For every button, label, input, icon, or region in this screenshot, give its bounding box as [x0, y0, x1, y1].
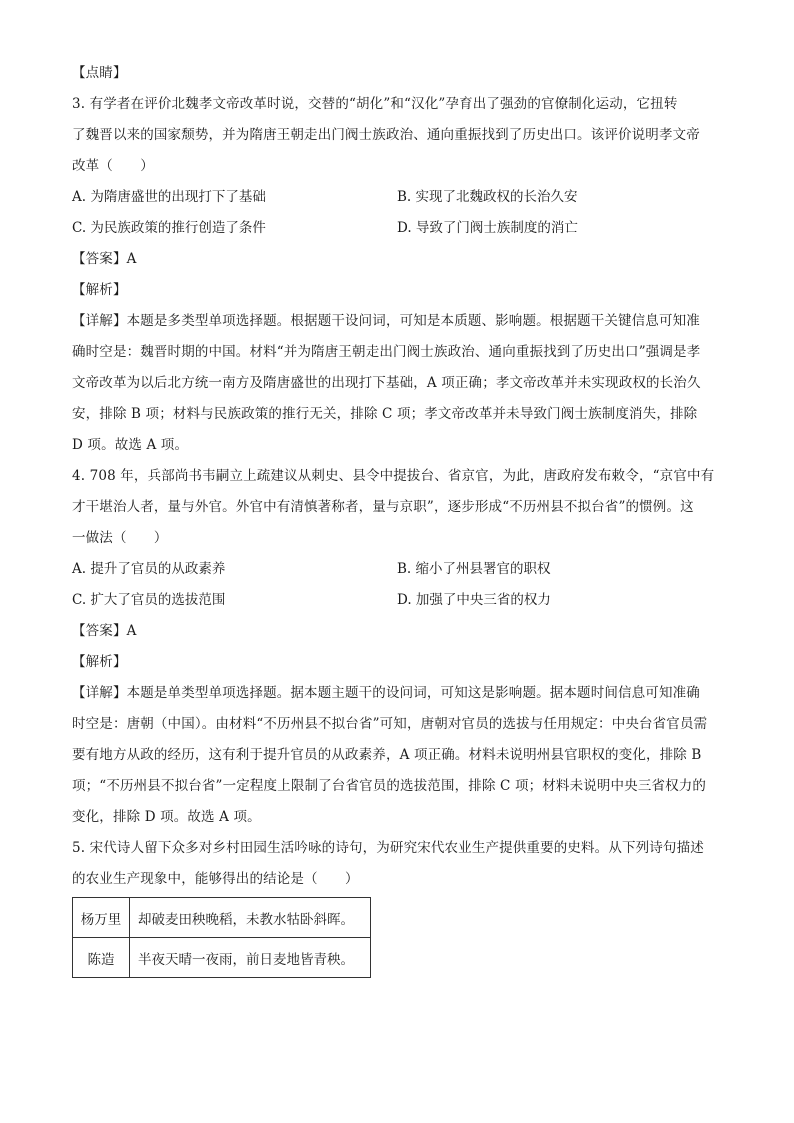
document-page — [72, 58, 724, 978]
poem-verse: 却破麦田秧晚稻，未教水牯卧斜晖。 — [130, 898, 371, 938]
q3-stem-line-3: 改革（ ） — [72, 158, 154, 174]
q3-detail-line-5: D 项。故选 A 项。 — [72, 437, 189, 453]
q4-detail-line-5: 变化，排除 D 项。故选 A 项。 — [72, 809, 261, 825]
q4-stem-line-3: 一做法（ ） — [72, 530, 168, 546]
section-dianjing: 【点睛】 — [72, 65, 127, 81]
q5-stem-line-2: 的农业生产现象中，能够得出的结论是（ ） — [72, 871, 359, 887]
q4-analysis-title: 【解析】 — [72, 654, 127, 670]
table-row — [73, 938, 371, 978]
q4-option-a: A. 提升了官员的从政素养 — [72, 561, 226, 577]
q4-options-row-2 — [72, 585, 724, 616]
q3-option-c: C. 为民族政策的推行创造了条件 — [72, 220, 266, 236]
q4-option-b: B. 缩小了州县署官的职权 — [397, 561, 551, 577]
q3-option-a: A. 为隋唐盛世的出现打下了基础 — [72, 189, 266, 205]
poem-author: 杨万里 — [73, 898, 130, 938]
q4-detail-line-1: 【详解】本题是单类型单项选择题。据本题主题干的设问词，可知这是影响题。据本题时间信息可知准确 — [72, 685, 700, 701]
q3-analysis-title: 【解析】 — [72, 282, 127, 298]
q4-detail-line-3: 要有地方从政的经历，这有利于提升官员的从政素养，A 项正确。材料未说明州县官职权的变化，排除 B — [72, 747, 702, 763]
question-5 — [72, 833, 724, 978]
q4-options-row-1 — [72, 554, 724, 585]
q5-stem-line-1: 5. 宋代诗人留下众多对乡村田园生活吟咏的诗句，为研究宋代农业生产提供重要的史料。从下列诗句描述 — [72, 840, 704, 856]
question-3 — [72, 89, 724, 461]
poem-author: 陈造 — [73, 938, 130, 978]
table-row — [73, 898, 371, 938]
q4-answer: 【答案】A — [72, 623, 137, 639]
q3-answer: 【答案】A — [72, 251, 137, 267]
q3-options-row-1 — [72, 182, 724, 213]
q4-detail-line-2: 时空是：唐朝（中国）。由材料“不历州县不拟台省”可知，唐朝对官员的选拔与任用规定：中央台省官员需 — [72, 716, 708, 732]
q4-detail-line-4: 项；“不历州县不拟台省”一定程度上限制了台省官员的选拔范围，排除 C 项；材料未说明中央三省权力的 — [72, 778, 707, 794]
q4-option-d: D. 加强了中央三省的权力 — [397, 592, 551, 608]
q3-option-b: B. 实现了北魏政权的长治久安 — [397, 189, 578, 205]
q3-detail-line-4: 安，排除 B 项；材料与民族政策的推行无关，排除 C 项；孝文帝改革并未导致门阀士族制度消失，排除 — [72, 406, 698, 422]
q3-detail-line-3: 文帝改革为以后北方统一南方及隋唐盛世的出现打下基础，A 项正确；孝文帝改革并未实现政权的长治久 — [72, 375, 701, 391]
question-4 — [72, 461, 724, 833]
poem-table — [72, 897, 371, 978]
q3-detail-line-1: 【详解】本题是多类型单项选择题。根据题干设问词，可知是本质题、影响题。根据题干关键信息可知准 — [72, 313, 700, 329]
poem-verse: 半夜天晴一夜雨，前日麦地皆青秧。 — [130, 938, 371, 978]
q3-option-d: D. 导致了门阀士族制度的消亡 — [397, 220, 578, 236]
q3-stem-line-1: 3. 有学者在评价北魏孝文帝改革时说，交替的“胡化”和“汉化”孕育出了强劲的官僚制化运动，它扭转 — [72, 96, 678, 112]
q3-detail-line-2: 确时空是：魏晋时期的中国。材料“并为隋唐王朝走出门阀士族政治、通向重振找到了历史出口”强调是孝 — [72, 344, 701, 360]
q4-option-c: C. 扩大了官员的选拔范围 — [72, 592, 226, 608]
q3-stem-line-2: 了魏晋以来的国家颓势，并为隋唐王朝走出门阀士族政治、通向重振找到了历史出口。该评价说明孝文帝 — [72, 127, 700, 143]
q4-stem-line-1: 4. 708 年，兵部尚书韦嗣立上疏建议从刺史、县令中提拔台、省京官，为此，唐政府发布敕令，“京官中有 — [72, 468, 715, 484]
q3-options-row-2 — [72, 213, 724, 244]
q4-stem-line-2: 才干堪治人者，量与外官。外官中有清慎著称者，量与京职”，逐步形成“不历州县不拟台省”的惯例。这 — [72, 499, 694, 515]
